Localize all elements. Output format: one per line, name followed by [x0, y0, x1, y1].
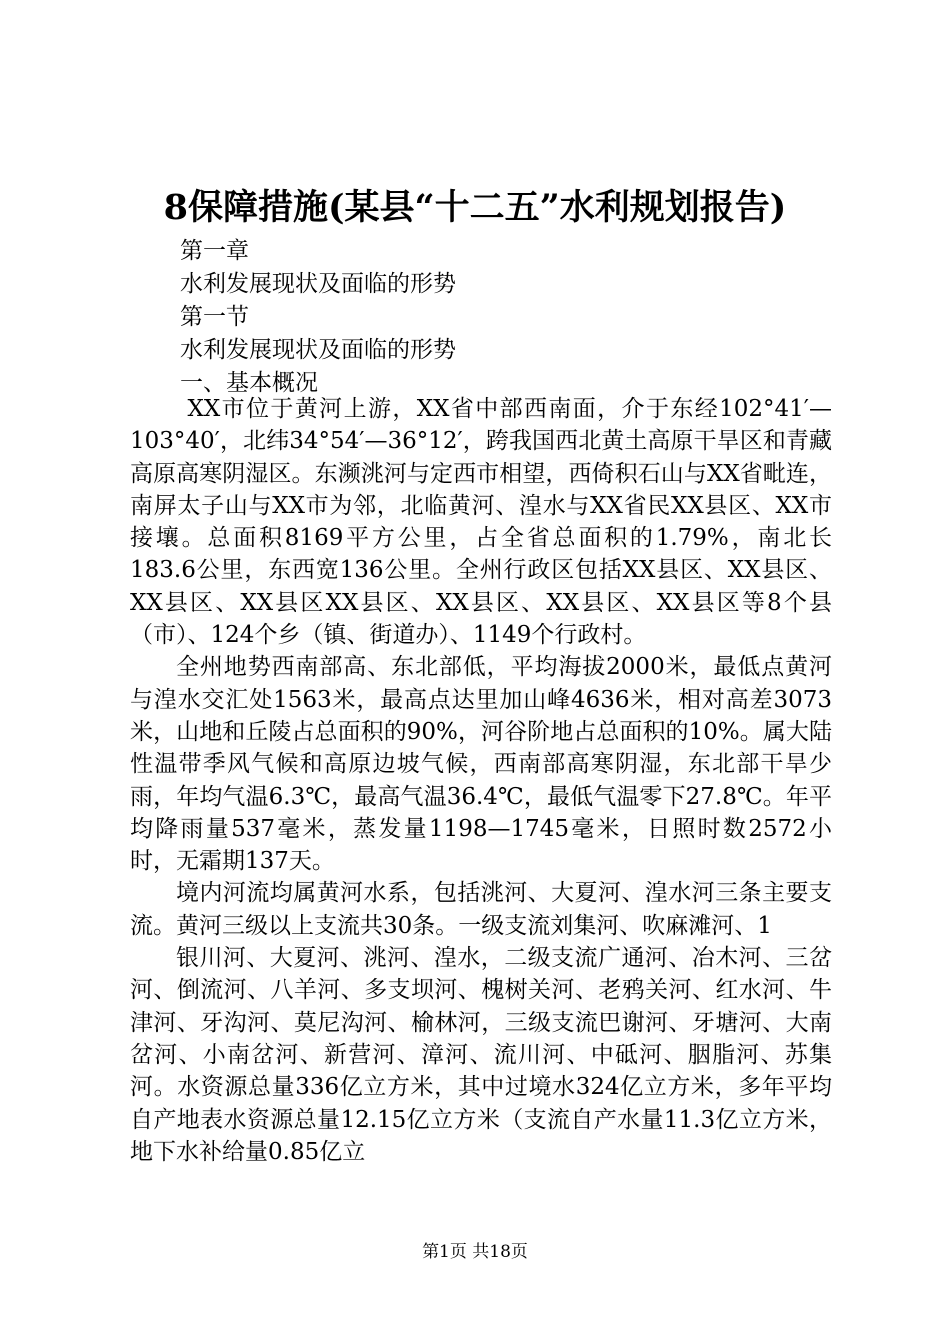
paragraph-rivers: 境内河流均属黄河水系，包括洮河、大夏河、湟水河三条主要支流。黄河三级以上支流共30条。一级支流刘集河、吹麻滩河、1: [130, 880, 832, 939]
paragraph-terrain-climate: 全州地势西南部高、东北部低，平均海拔2000米，最低点黄河与湟水交汇处1563米，最高点达里加山峰4636米，相对高差3073米，山地和丘陵占总面积的90%，河谷阶地占总面积的10%。属大陆性温带季风气候和高原边坡气候，西南部高寒阴湿，东北部干旱少雨，年均气温6.3℃，最高气温36.4℃，最低气温零下27.8℃。年平均降雨量537毫米，蒸发量1198—1745毫米，日照时数2572小时，无霜期137天。: [130, 654, 832, 875]
chapter-number: 第一章: [180, 238, 249, 264]
body-text: [130, 393, 832, 1168]
paragraph-location: XX市位于黄河上游，XX省中部西南面，介于东经102°41′—103°40′，北纬34°54′—36°12′，跨我国西北黄土高原干旱区和青藏高原高寒阴湿区。东濒洮河与定西市相望，西倚积石山与XX省毗连，南屏太子山与XX市为邻，北临黄河、湟水与XX省民XX县区、XX市接壤。总面积8169平方公里，占全省总面积的1.79%，南北长183.6公里，东西宽136公里。全州行政区包括XX县区、XX县区、XX县区、XX县区XX县区、XX县区、XX县区、XX县区等8个县（市）、124个乡（镇、街道办）、1149个行政村。: [130, 396, 832, 649]
subsection-title: 一、基本概况: [180, 370, 318, 396]
section-number: 第一节: [180, 304, 249, 330]
document-title: 8保障措施(某县“十二五”水利规划报告): [163, 187, 787, 228]
section-title: 水利发展现状及面临的形势: [180, 337, 456, 363]
heading-block: [180, 235, 456, 400]
chapter-title: 水利发展现状及面临的形势: [180, 271, 456, 297]
paragraph-tributaries: 银川河、大夏河、洮河、湟水，二级支流广通河、冶木河、三岔河、倒流河、八羊河、多支坝河、槐树关河、老鸦关河、红水河、牛津河、牙沟河、莫尼沟河、榆林河，三级支流巴谢河、牙塘河、大南岔河、小南岔河、新营河、漳河、流川河、中砥河、胭脂河、苏集河。水资源总量336亿立方米，其中过境水324亿立方米，多年平均自产地表水资源总量12.15亿立方米（支流自产水量11.3亿立方米，地下水补给量0.85亿立: [130, 945, 832, 1165]
page-footer: 第1页 共18页: [422, 1242, 528, 1262]
